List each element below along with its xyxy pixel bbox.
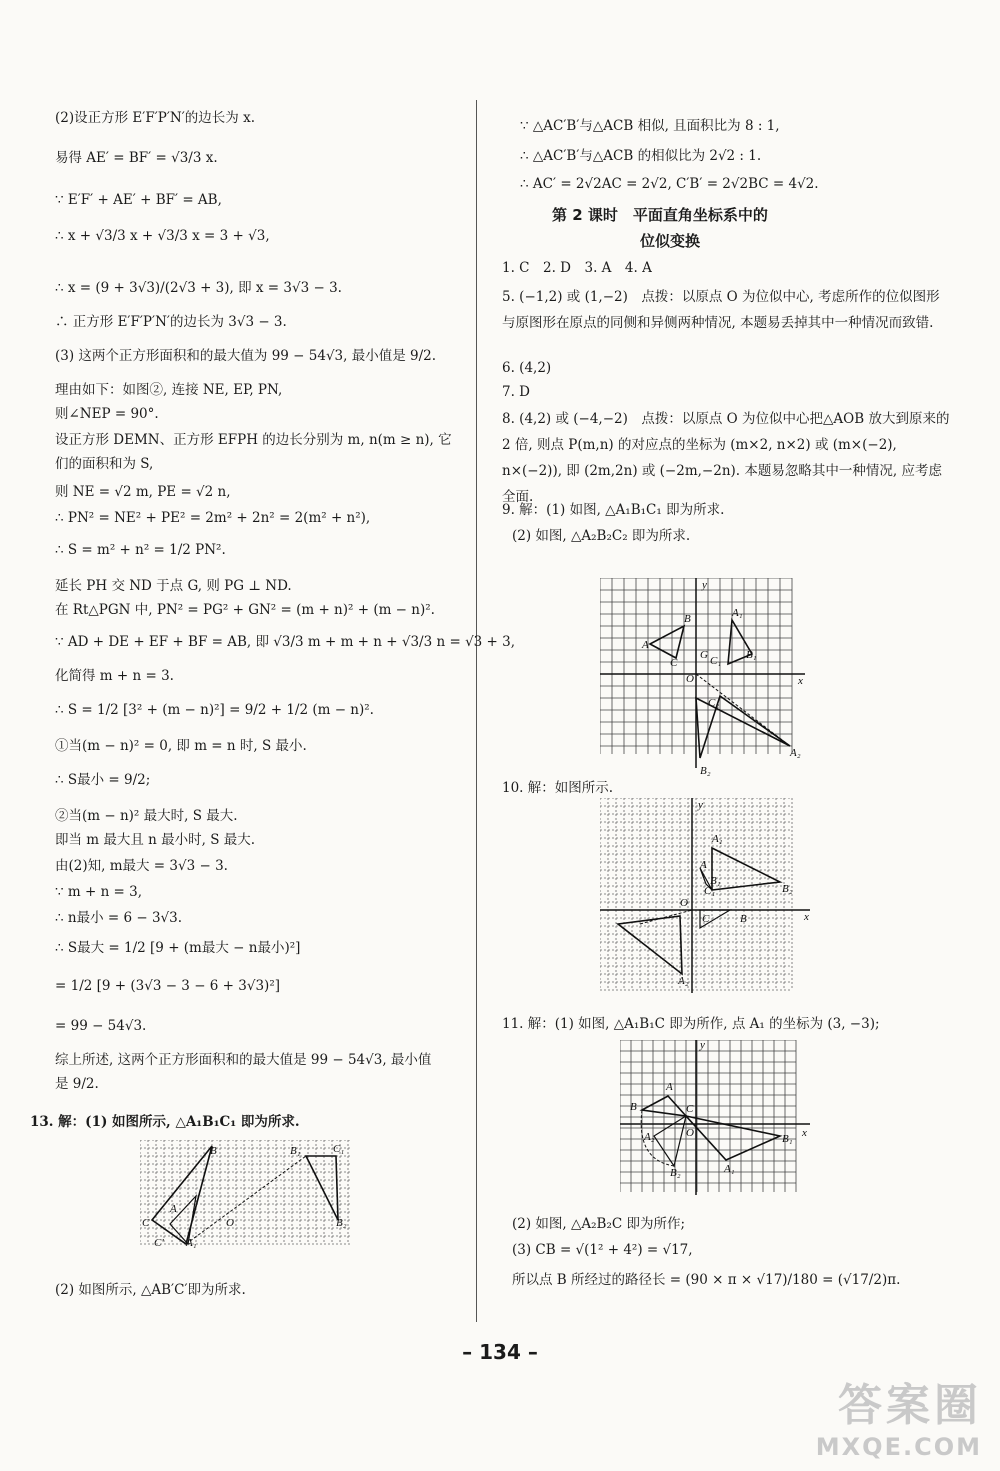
text-line: ①当(m − n)² = 0, 即 m = n 时, S 最小.	[55, 738, 307, 754]
label: B₁	[710, 875, 721, 887]
label: A₁	[186, 1237, 197, 1248]
answer-line: 7. D	[502, 384, 530, 400]
text-line: 设正方形 DEMN、正方形 EFPH 的边长分别为 m, n(m ≥ n), 它	[55, 432, 452, 448]
text-line: ∴ S最大 = 1/2 [9 + (m最大 − n最小)²]	[55, 940, 301, 956]
label: B₂	[700, 765, 711, 777]
label: B₂	[670, 1167, 681, 1179]
text-line: ∴ x = (9 + 3√3)/(2√3 + 3), 即 x = 3√3 − 3.	[55, 280, 342, 296]
label: A	[700, 859, 707, 871]
label: x	[802, 1127, 807, 1139]
label: y	[698, 799, 703, 811]
label: B	[210, 1145, 217, 1157]
text-line: 们的面积和为 S,	[55, 456, 154, 472]
text-line: 化简得 m + n = 3.	[55, 668, 174, 684]
label: C	[142, 1217, 150, 1229]
text-line: 理由如下：如图②, 连接 NE, EP, PN,	[55, 382, 283, 398]
label: A	[642, 639, 649, 651]
text-line: (3) 这两个正方形面积和的最大值为 99 − 54√3, 最小值是 9/2.	[55, 348, 437, 364]
label: C	[702, 913, 710, 925]
answer-5: 5. (−1,2) 或 (1,−2) 点拨：以原点 O 为位似中心, 考虑所作的位似图形与原图形在原点的同侧和异侧两种情况, 本题易丢掉其中一种情况而致错.	[502, 289, 940, 331]
question-13: 13. 解：(1) 如图所示, △A₁B₁C₁ 即为所求.	[30, 1114, 300, 1130]
label: A	[666, 1081, 673, 1093]
label: O	[226, 1217, 234, 1229]
answer-line: 9. 解：(1) 如图, △A₁B₁C₁ 即为所求.	[502, 502, 725, 518]
label: B₁	[782, 1133, 793, 1145]
text-line: 则∠NEP = 90°.	[55, 406, 159, 422]
text-line: ∵ △AC′B′与△ACB 相似, 且面积比为 8 : 1,	[520, 118, 780, 134]
text-line: (2) 如图所示, △AB′C′即为所求.	[55, 1282, 246, 1298]
text-line: 由(2)知, m最大 = 3√3 − 3.	[55, 858, 228, 874]
text-line: = 99 − 54√3.	[55, 1018, 147, 1034]
text-line: ∴ 正方形 E′F′P′N′的边长为 3√3 − 3.	[55, 314, 287, 330]
text-line: ∴ n最小 = 6 − 3√3.	[55, 910, 183, 926]
text-line: 易得 AE′ = BF′ = √3/3 x.	[55, 150, 218, 166]
section-title: 第 2 课时 平面直角坐标系中的	[552, 206, 768, 224]
answer-line: 11. 解：(1) 如图, △A₁B₁C 即为所作, 点 A₁ 的坐标为 (3, −3);	[502, 1016, 880, 1032]
label: A₁	[712, 833, 723, 845]
text-line: 在 Rt△PGN 中, PN² = PG² + GN² = (m + n)² + (m − n)².	[55, 602, 435, 618]
text-line: 则 NE = √2 m, PE = √2 n,	[55, 484, 231, 500]
label: A₁	[732, 607, 743, 619]
label: O	[680, 897, 688, 909]
label: A₂	[678, 975, 689, 987]
column-divider	[476, 100, 477, 1322]
section-title: 位似变换	[640, 232, 701, 250]
label: x	[804, 911, 809, 923]
text-line: ∴ S最小 = 9/2;	[55, 772, 151, 788]
text-line: ②当(m − n)² 最大时, S 最大.	[55, 808, 238, 824]
watermark-logo: 答案圈	[838, 1380, 982, 1431]
answer-line: (2) 如图, △A₂B₂C 即为所作;	[512, 1216, 686, 1232]
text-line: 即当 m 最大且 n 最小时, S 最大.	[55, 832, 256, 848]
label: C′	[154, 1237, 164, 1248]
text-line: ∴ △AC′B′与△ACB 的相似比为 2√2 : 1.	[520, 148, 762, 164]
text-line: 是 9/2.	[55, 1076, 99, 1092]
figure-11-grid	[620, 1040, 815, 1200]
label: B₁	[746, 649, 757, 661]
label: A₂	[790, 747, 801, 759]
text-line: ∴ AC′ = 2√2AC = 2√2, C′B′ = 2√2BC = 4√2.	[520, 176, 819, 192]
answer-line: (2) 如图, △A₂B₂C₂ 即为所求.	[512, 528, 691, 544]
label: y	[700, 1040, 705, 1051]
figure-9-grid	[600, 578, 815, 778]
label: B₁	[290, 1145, 301, 1157]
text-line: ∵ E′F′ + AE′ + BF′ = AB,	[55, 192, 222, 208]
text-line: = 1/2 [9 + (3√3 − 3 − 6 + 3√3)²]	[55, 978, 281, 994]
label: G	[700, 649, 708, 661]
watermark	[816, 1369, 982, 1461]
text-line: ∴ S = m² + n² = 1/2 PN².	[55, 542, 226, 558]
label: B	[630, 1101, 637, 1113]
label: A₂	[644, 1131, 655, 1143]
answer-8: 8. (4,2) 或 (−4,−2) 点拨：以原点 O 为位似中心把△AOB 放大到原来的 2 倍, 则点 P(m,n) 的对应点的坐标为 (m×2, n×2) 或 (m×(−2), n×(−2)), 即 (2m,2n) 或 (−2m,−2n). 本题易忽略其中一种情况, 应考虑全面.	[502, 411, 950, 505]
page-number: – 134 –	[462, 1340, 538, 1364]
label: C	[686, 1103, 694, 1115]
label: O	[686, 673, 694, 685]
figure-10-grid	[600, 798, 815, 998]
answer-line: 10. 解：如图所示.	[502, 780, 614, 796]
label: y	[702, 579, 707, 591]
label: x	[798, 675, 803, 687]
text-line: ∵ AD + DE + EF + BF = AB, 即 √3/3 m + m + n + √3/3 n = √3 + 3,	[55, 634, 516, 650]
figure-13-grid	[140, 1140, 355, 1248]
answer-line: (3) CB = √(1² + 4²) = √17,	[512, 1242, 693, 1258]
label: B₂	[336, 1217, 347, 1229]
text-line: ∴ S = 1/2 [3² + (m − n)²] = 9/2 + 1/2 (m − n)².	[55, 702, 374, 718]
label: C₁	[710, 655, 722, 667]
label: A	[170, 1203, 177, 1215]
label: C₁	[333, 1143, 345, 1155]
text-line: ∴ x + √3/3 x + √3/3 x = 3 + √3,	[55, 228, 270, 244]
label: C₁	[704, 885, 716, 897]
label: B	[684, 613, 691, 625]
label: B₂	[782, 883, 793, 895]
text-line: (2)设正方形 E′F′P′N′的边长为 x.	[55, 110, 255, 126]
answer-line: 所以点 B 所经过的路径长 = (90 × π × √17)/180 = (√17/2)π.	[512, 1272, 901, 1288]
label: B	[740, 913, 747, 925]
watermark-site: MXQE.COM	[815, 1433, 982, 1461]
label: O	[686, 1127, 694, 1139]
answer-line: 1. C 2. D 3. A 4. A	[502, 260, 652, 276]
label: C	[670, 657, 678, 669]
label: C₂	[708, 697, 720, 709]
label: A₁	[724, 1163, 735, 1175]
text-line: 延长 PH 交 ND 于点 G, 则 PG ⊥ ND.	[55, 578, 292, 594]
text-line: 综上所述, 这两个正方形面积和的最大值是 99 − 54√3, 最小值	[55, 1052, 432, 1068]
text-line: ∴ PN² = NE² + PE² = 2m² + 2n² = 2(m² + n²),	[55, 510, 371, 526]
answer-line: 6. (4,2)	[502, 360, 552, 376]
text-line: ∵ m + n = 3,	[55, 884, 143, 900]
